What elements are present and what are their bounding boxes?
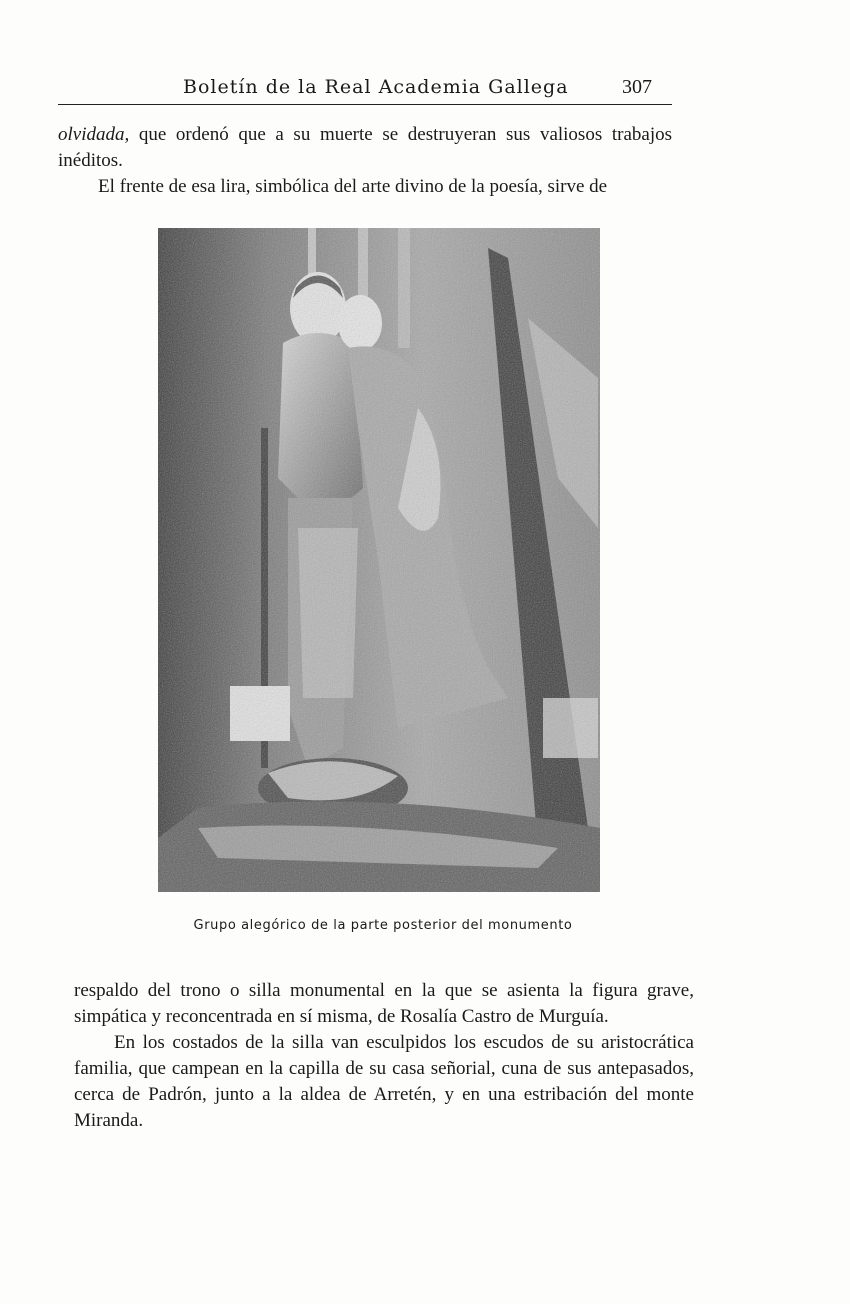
monument-photograph <box>158 228 600 892</box>
figure-caption: Grupo alegórico de la parte posterior del monumento <box>193 918 573 933</box>
paragraph-text: respaldo del trono o silla monumental en la que se asienta la figura grave, simpática y reconcentrada en sí misma, de Rosalía Castro de Murguía. <box>74 980 694 1027</box>
running-header <box>58 74 672 105</box>
paragraph-text: El frente de esa lira, simbólica del arte divino de la poesía, sirve de <box>98 176 608 197</box>
paragraph-lyre <box>58 174 672 200</box>
paragraph-continuation <box>58 122 672 174</box>
journal-title: Boletín de la Real Academia Gallega <box>183 76 569 98</box>
paragraph-throne <box>74 978 694 1030</box>
paragraph-coats-of-arms <box>74 1030 694 1134</box>
italic-word: olvidada, <box>58 124 130 145</box>
sculpture-group-image <box>158 228 600 892</box>
page-number: 307 <box>622 76 652 98</box>
paragraph-text: En los costados de la silla van esculpidos los escudos de su aristocrática familia, que campean en la capilla de su casa señorial, cuna de sus antepasados, cerca de Padrón, junto a la aldea de Arretén, y en una estribación del monte Miranda. <box>74 1032 694 1131</box>
paragraph-text: que ordenó que a su muerte se destruyeran sus valiosos trabajos inéditos. <box>58 124 672 171</box>
